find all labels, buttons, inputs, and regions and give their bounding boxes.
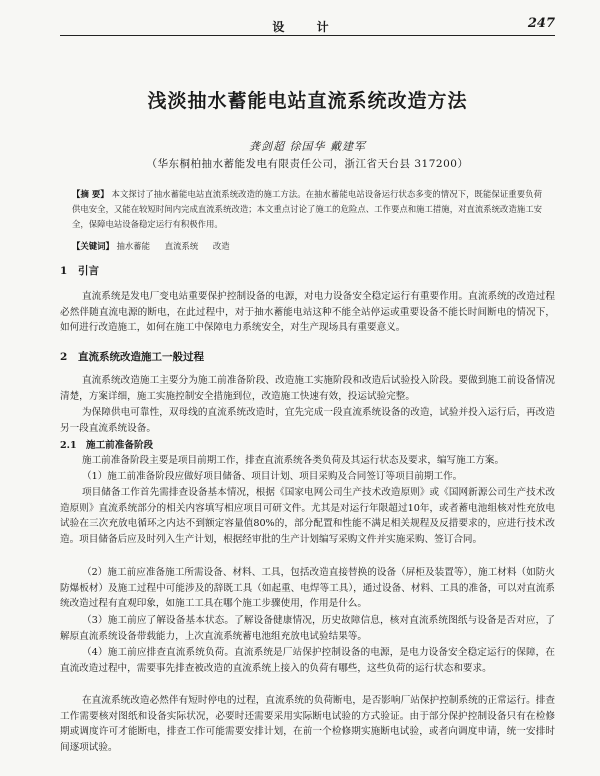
keyword: 改造 <box>212 241 230 251</box>
keywords <box>72 240 542 252</box>
keyword: 直流系统 <box>164 241 199 251</box>
section-heading <box>60 263 99 278</box>
paragraph: （2）施工前应准备施工所需设备、材料、工具，包括改造直接替换的设备（屏柜及装置等），施工材料（如防火防爆板材）及施工过程中可能涉及的辞既工具（如起重、电焊等工具），通过设备、材料、工具的准备，可以对直流系统改造过程有直观印象，如施工工具在哪个施工步骤使用，作用是什么。 <box>60 567 555 610</box>
section-heading <box>60 349 204 364</box>
paper-authors: 龚剑超 徐国华 戴建军 <box>249 140 366 153</box>
keyword: 抽水蓄能 <box>116 241 151 251</box>
paragraph: 项目储备工作首先需排查设备基本情况，根据《国家电网公司生产技术改造原则》或《国网新源公司生产技术改造原则》直流系统部分的相关内容填写相应项目可研文件。尤其是对运行年限超过10年，或者蓄电池组核对性充放电试验在三次充放电循环之内达不到额定容量值80%的，部分配置和性能不满足相关规程及反措要求的，应进行技术改造。项目储备后应及时列入生产计划，根据经审批的生产计划编写采购文件并实施采购、签订合同。 <box>60 487 555 545</box>
page-number: 247 <box>527 16 555 31</box>
journal-section: 设 计 <box>272 20 343 34</box>
subsection-title: 施工前准备阶段 <box>86 440 154 451</box>
paragraph: 在直流系统改造必然伴有短时停电的过程，直流系统的负荷断电，是否影响厂站保护控制系统的正常运行。排查工作需要核对图纸和设备实际状况，必要时还需要采用实际断电试验的方式验证。由于部分保护控制设备只有在检修期或调度许可才能断电，排查工作可能需要安排计划，在前一个检修期实施断电试验，或者向调度申请，统一安排时间逐项试验。 <box>60 695 555 753</box>
paragraph: 直流系统是发电厂变电站重要保护控制设备的电源，对电力设备安全稳定运行有重要作用。直流系统的改造过程必然伴随直流电源的断电，在此过程中，对于抽水蓄能电站这种不能全站停运或重要设备不能长时间断电的情况下，如何进行改造施工，如何在施工中保障电力系统安全，对生产现场具有重要意义。 <box>60 291 555 334</box>
section-title: 直流系统改造施工一般过程 <box>78 351 204 363</box>
running-header <box>60 14 555 36</box>
paragraph: （4）施工前应排查直流系统负荷。直流系统是厂站保护控制设备的电源，是电力设备安全稳定运行的保障，在直流改造过程中，需要事先排查被改造的直流系统上接入的负荷有哪些，这些负荷的运行状态和要求。 <box>60 647 555 674</box>
subsection-number: 2.1 <box>60 440 77 451</box>
section-title: 引言 <box>78 265 99 277</box>
paragraph: 直流系统改造施工主要分为施工前准备阶段、改造施工实施阶段和改造后试验投入阶段。要做到施工前设备情况清楚，方案详细，施工实施控制安全措施到位，改造施工快速有效，投运试验完整。 <box>60 375 555 402</box>
paragraph: （1）施工前准备阶段应做好项目储备、项目计划、项目采购及合同签订等项目前期工作。 <box>82 471 463 482</box>
abstract-label: 【摘 要】 <box>72 189 109 199</box>
abstract-text: 本文探讨了抽水蓄能电站直流系统改造的施工方法。在抽水蓄能电站设备运行状态多变的情况下，既能保证重要负荷供电安全，又能在较短时间内完成直流系统改造；本文重点讨论了施工的危险点、工作要点和施工措施，对直流系统改造施工安全，保障电站设备稳定运行有积极作用。 <box>72 189 542 229</box>
paragraph: 为保障供电可靠性，双母线的直流系统改造时，宜先完成一段直流系统设备的改造，试验并投入运行后，再改造另一段直流系统设备。 <box>60 407 555 434</box>
paper-affiliation: （华东桐柏抽水蓄能发电有限责任公司，浙江省天台县 317200） <box>146 158 469 170</box>
abstract <box>72 187 542 232</box>
keywords-label: 【关键词】 <box>72 241 114 251</box>
section-number: 2 <box>60 351 68 363</box>
paragraph: 施工前准备阶段主要是项目前期工作，排查直流系统各类负荷及其运行状态及要求，编写施工方案。 <box>82 455 505 466</box>
paragraph: （3）施工前应了解设备基本状态。了解设备健康情况，历史故障信息，核对直流系统图纸与设备是否对应，了解原直流系统设备带载能力，上次直流系统蓄电池组充放电试验结果等。 <box>60 615 555 642</box>
paper-title: 浅淡抽水蓄能电站直流系统改造方法 <box>147 90 468 112</box>
subsection-heading <box>60 437 153 451</box>
section-number: 1 <box>60 265 68 277</box>
